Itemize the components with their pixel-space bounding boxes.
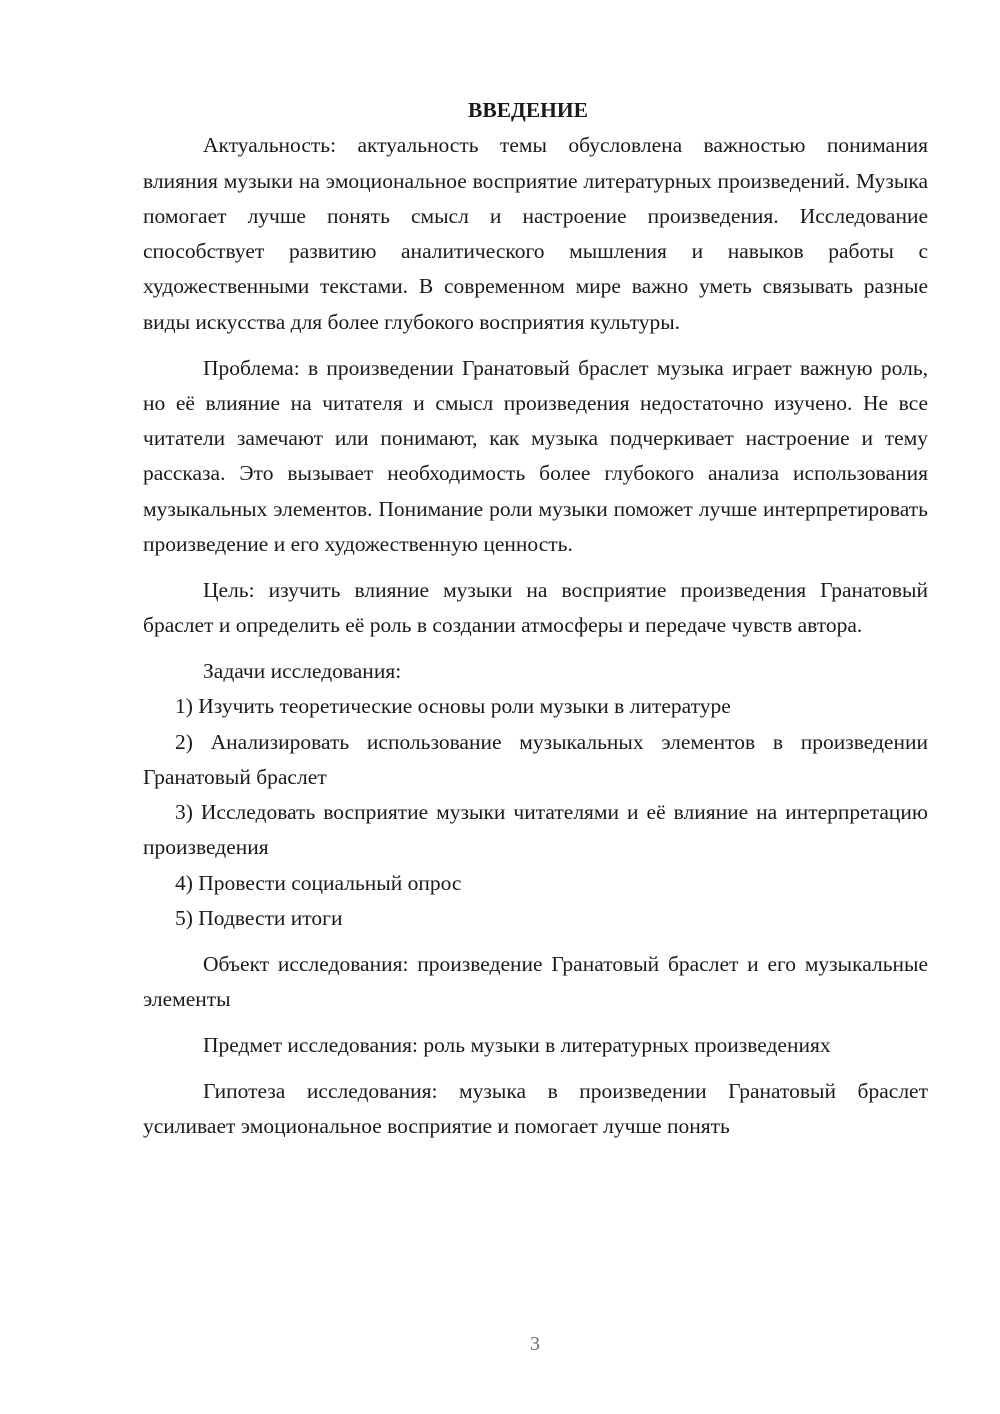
tasks-title: Задачи исследования: bbox=[203, 658, 402, 683]
page-content bbox=[143, 93, 928, 1144]
object-paragraph: Объект исследования: произведение Гранатовый браслет и его музыкальные элементы bbox=[143, 951, 928, 1012]
section-heading: ВВЕДЕНИЕ bbox=[468, 98, 588, 122]
task-item-2: 2) Анализировать использование музыкальных элементов в произведении Гранатовый браслет bbox=[143, 729, 928, 789]
page-number: 3 bbox=[530, 1333, 540, 1355]
task-item-4: 4) Провести социальный опрос bbox=[175, 870, 462, 895]
relevance-paragraph: Актуальность: актуальность темы обусловлена важностью понимания влияния музыки на эмоциональное восприятие литературных произведений. Музыка помогает лучше понять смысл и настроение произведения. Исследование способствует развитию аналитического мышления и навыков работы с художественными текстами. В современном мире важно уметь связывать разные виды искусства для более глубокого восприятия культуры. bbox=[143, 133, 928, 334]
hypothesis-paragraph: Гипотеза исследования: музыка в произведении Гранатовый браслет усиливает эмоциональное восприятие и помогает лучше понять bbox=[143, 1078, 928, 1139]
goal-paragraph: Цель: изучить влияние музыки на восприятие произведения Гранатовый браслет и определить её роль в создании атмосферы и передаче чувств автора. bbox=[143, 577, 928, 638]
problem-paragraph: Проблема: в произведении Гранатовый браслет музыка играет важную роль, но её влияние на читателя и смысл произведения недостаточно изучено. Не все читатели замечают или понимают, как музыка подчеркивает настроение и тему рассказа. Это вызывает необходимость более глубокого анализа использования музыкальных элементов. Понимание роли музыки поможет лучше интерпретировать произведение и его художественную ценность. bbox=[143, 355, 928, 557]
task-item-1: 1) Изучить теоретические основы роли музыки в литературе bbox=[175, 694, 731, 719]
task-item-5: 5) Подвести итоги bbox=[175, 906, 343, 931]
subject-paragraph: Предмет исследования: роль музыки в литературных произведениях bbox=[203, 1032, 831, 1057]
task-item-3: 3) Исследовать восприятие музыки читателями и её влияние на интерпретацию произведения bbox=[143, 800, 928, 860]
